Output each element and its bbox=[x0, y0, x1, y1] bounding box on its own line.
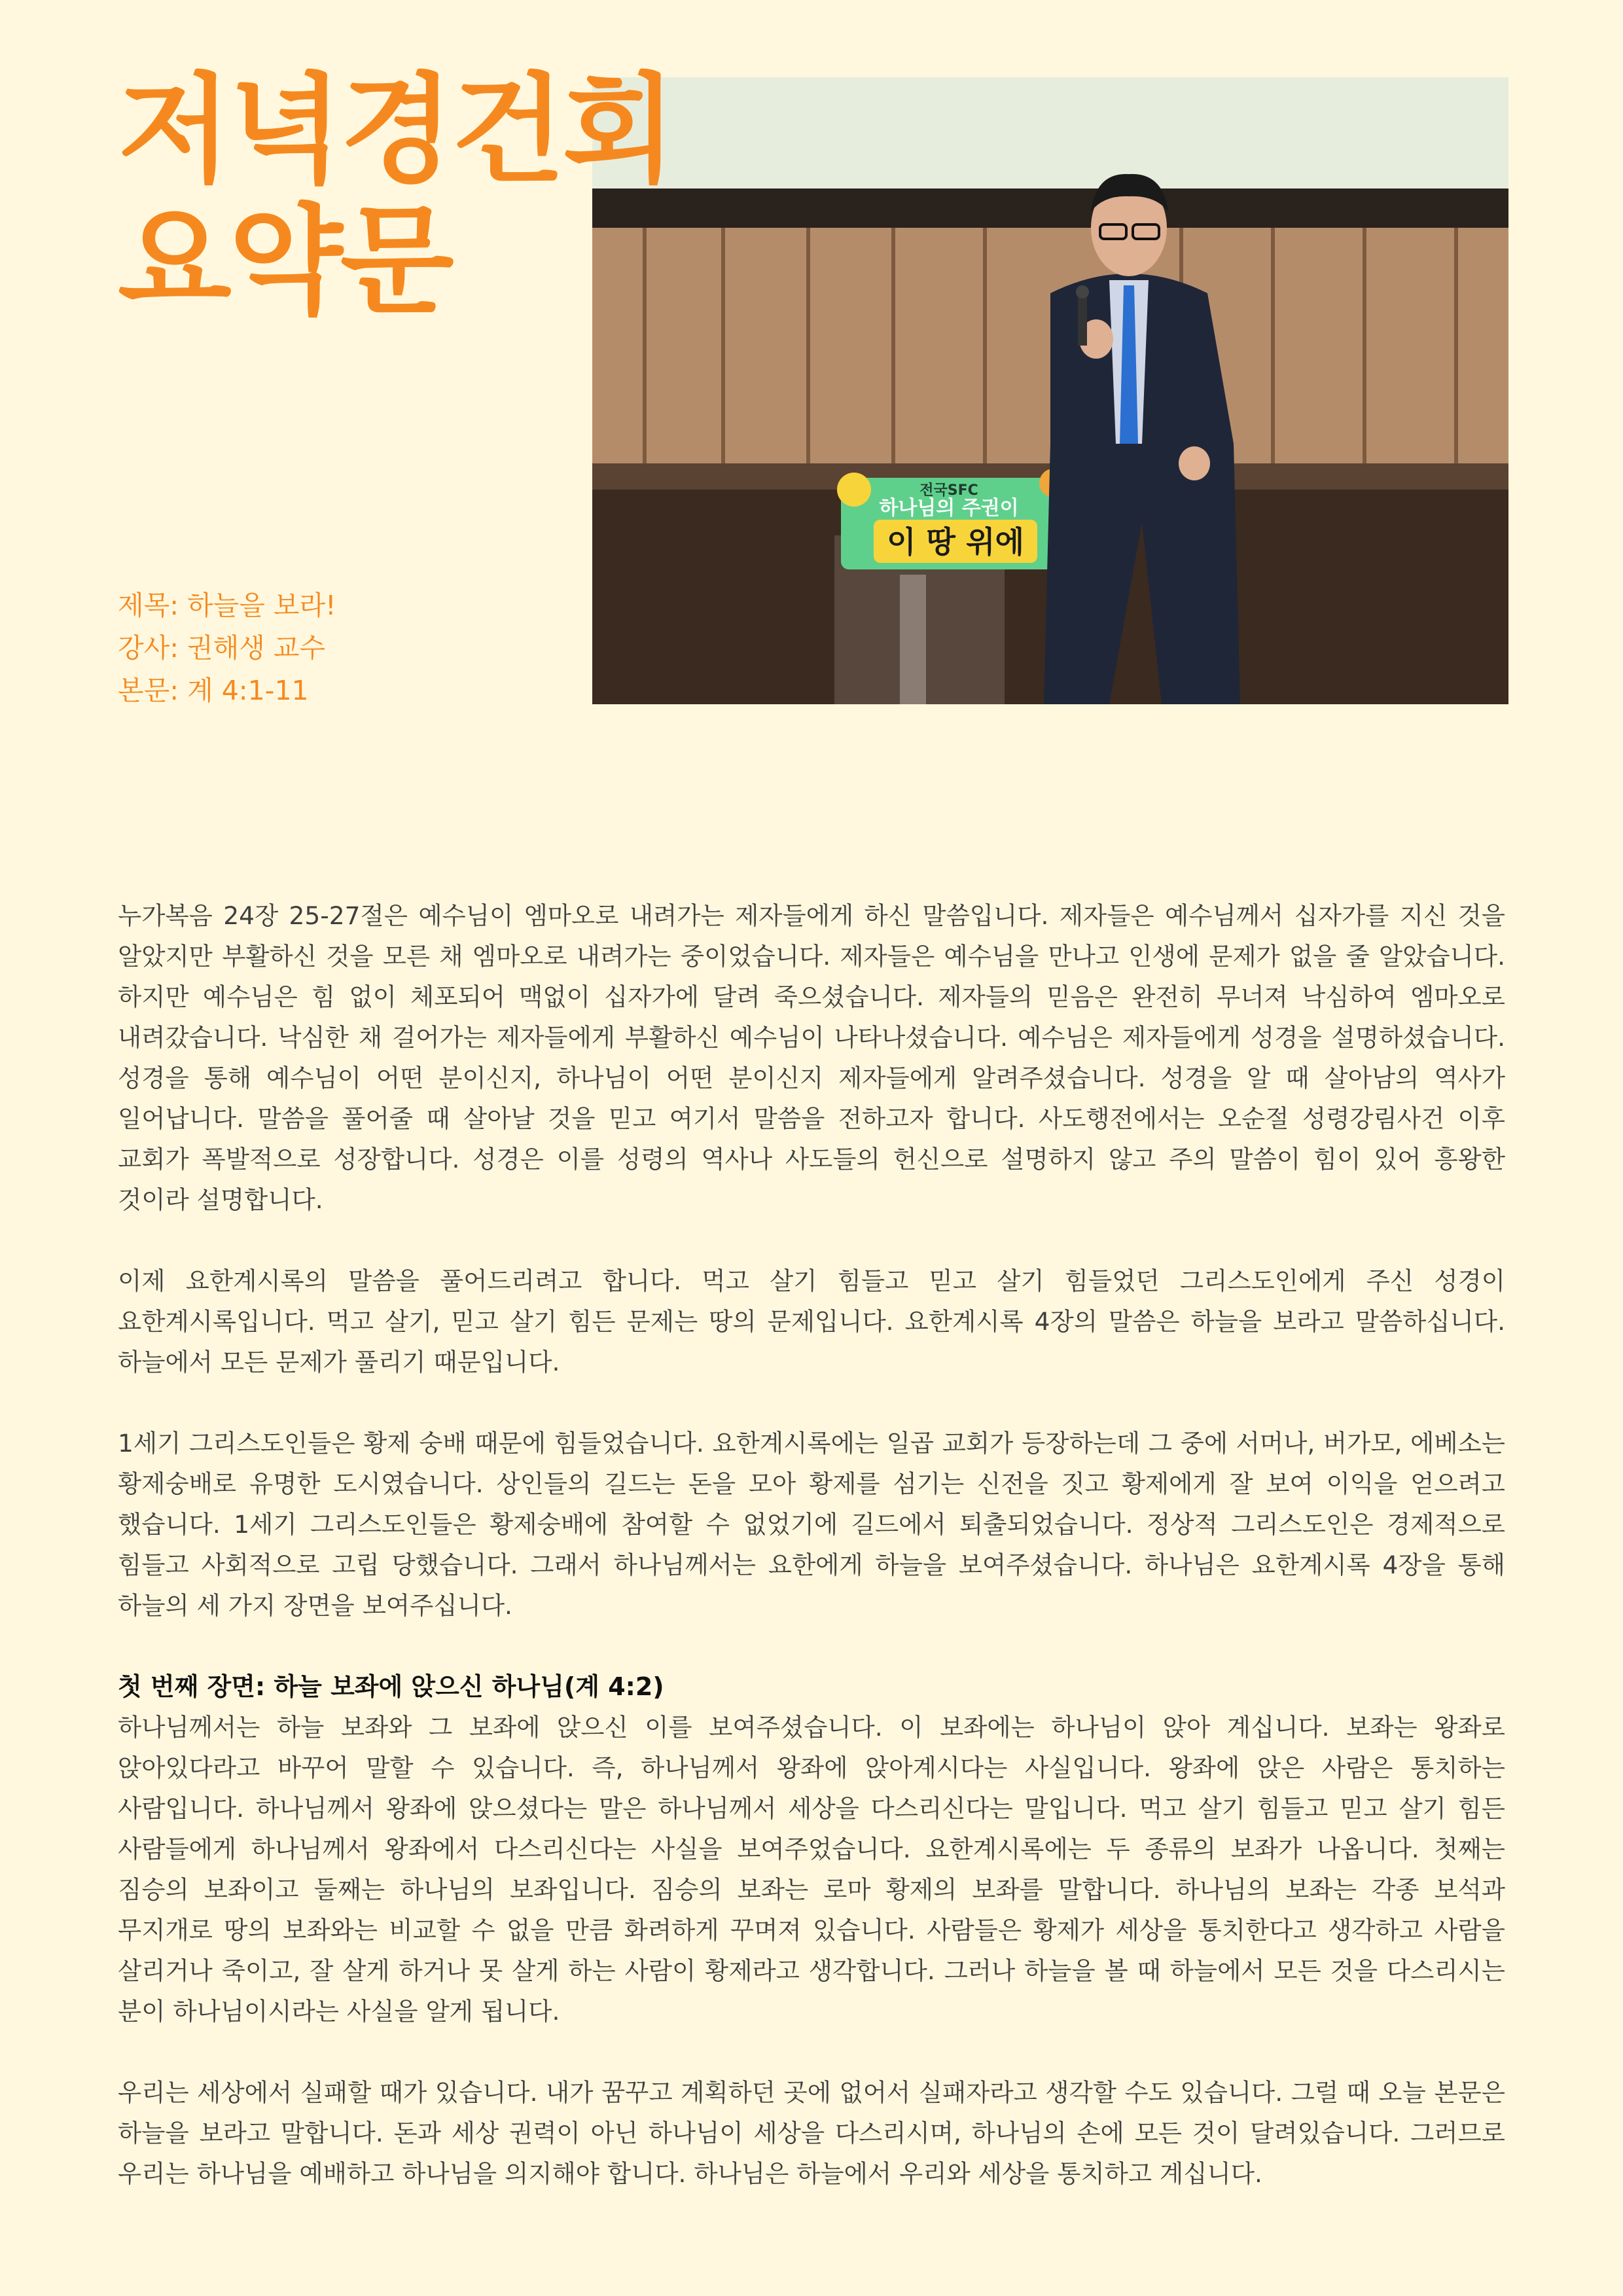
sermon-title: 제목: 하늘을 보라! bbox=[118, 590, 336, 621]
paragraph-5: 우리는 세상에서 실패할 때가 있습니다. 내가 꿈꾸고 계획하던 곳에 없어서 실패자라고 생각할 수도 있습니다. 그럴 때 오늘 본문은 하늘을 보라고 말합니다. 돈과 세상 권력이 아닌 하나님이 세상을 다스리시며, 하나님의 손에 모든 것이 달려있습니다. 그러므로 우리는 하나님을 예배하고 하나님을 의지해야 합니다. 하나님은 하늘에서 우리와 세상을 통치하고 계십니다. bbox=[118, 2078, 1505, 2188]
sermon-speaker: 강사: 권해생 교수 bbox=[118, 632, 326, 664]
paragraph-3: 1세기 그리스도인들은 황제 숭배 때문에 힘들었습니다. 요한계시록에는 일곱 교회가 등장하는데 그 중에 서머나, 버가모, 에베소는 황제숭배로 유명한 도시였습니다. 상인들의 길드는 돈을 모아 황제를 섬기는 신전을 짓고 황제에게 잘 보여 이익을 얻으려고 했습니다. 1세기 그리스도인들은 황제숭배에 참여할 수 없었기에 길드에서 퇴출되었습니다. 정상적 그리스도인은 경제적으로 힘들고 사회적으로 고립 당했습니다. 그래서 하나님께서는 요한에게 하늘을 보여주셨습니다. 하나님은 요한계시록 4장을 통해 하늘의 세 가지 장면을 보여주십니다. bbox=[118, 1429, 1505, 1620]
summary-body bbox=[118, 895, 1505, 2234]
paragraph-2: 이제 요한계시록의 말씀을 풀어드리려고 합니다. 먹고 살기 힘들고 믿고 살기 힘들었던 그리스도인에게 주신 성경이 요한계시록입니다. 먹고 살기, 믿고 살기 힘든 문제는 땅의 문제입니다. 요한계시록 4장의 말씀은 하늘을 보라고 말씀하십니다. 하늘에서 모든 문제가 풀리기 때문입니다. bbox=[118, 1266, 1505, 1376]
title-line-1: 저녁경건회 bbox=[118, 62, 674, 199]
page-title bbox=[118, 62, 674, 330]
speaker-photo bbox=[592, 77, 1508, 704]
section-heading-1: 첫 번째 장면: 하늘 보좌에 앉으신 하나님(계 4:2) bbox=[118, 1672, 664, 1701]
paragraph-4: 하나님께서는 하늘 보좌와 그 보좌에 앉으신 이를 보여주셨습니다. 이 보좌에는 하나님이 앉아 계십니다. 보좌는 왕좌로 앉아있다라고 바꾸어 말할 수 있습니다. 즉, 하나님께서 왕좌에 앉아계시다는 사실입니다. 왕좌에 앉은 사람은 통치하는 사람입니다. 하나님께서 왕좌에 앉으셨다는 말은 하나님께서 세상을 다스리신다는 말입니다. 먹고 살기 힘들고 믿고 살기 힘든 사람들에게 하나님께서 왕좌에서 다스리신다는 사실을 보여주었습니다. 요한계시록에는 두 종류의 보좌가 나옵니다. 첫째는 짐승의 보좌이고 둘째는 하나님의 보좌입니다. 짐승의 보좌는 로마 황제의 보좌를 말합니다. 하나님의 보좌는 각종 보석과 무지개로 땅의 보좌와는 비교할 수 없을 만큼 화려하게 꾸며져 있습니다. 사람들은 황제가 세상을 통치한다고 생각하고 사람을 살리거나 죽이고, 잘 살게 하거나 못 살게 하는 사람이 황제라고 생각합니다. 그러나 하늘을 볼 때 하늘에서 모든 것을 다스리시는 분이 하나님이시라는 사실을 알게 됩니다. bbox=[118, 1713, 1505, 2026]
sign-line-2: 이 땅 위에 bbox=[887, 524, 1024, 560]
sermon-info bbox=[118, 584, 336, 712]
sign-top-text: 전국SFC bbox=[919, 482, 978, 499]
title-line-2: 요약문 bbox=[118, 193, 452, 330]
paragraph-1: 누가복음 24장 25-27절은 예수님이 엠마오로 내려가는 제자들에게 하신 말씀입니다. 제자들은 예수님께서 십자가를 지신 것을 알았지만 부활하신 것을 모른 채 엠마오로 내려가는 중이었습니다. 제자들은 예수님을 만나고 인생에 문제가 없을 줄 알았습니다. 하지만 예수님은 힘 없이 체포되어 맥없이 십자가에 달려 죽으셨습니다. 제자들의 믿음은 완전히 무너져 낙심하여 엠마오로 내려갔습니다. 낙심한 채 걸어가는 제자들에게 부활하신 예수님이 나타나셨습니다. 예수님은 제자들에게 성경을 설명하셨습니다. 성경을 통해 예수님이 어떤 분이신지, 하나님이 어떤 분이신지 제자들에게 알려주셨습니다. 성경을 알 때 살아남의 역사가 일어납니다. 말씀을 풀어줄 때 살아날 것을 믿고 여기서 말씀을 전하고자 합니다. 사도행전에서는 오순절 성령강림사건 이후 교회가 폭발적으로 성장합니다. 성경은 이를 성령의 역사나 사도들의 헌신으로 설명하지 않고 주의 말씀이 힘이 있어 흥왕한 것이라 설명합니다. bbox=[118, 901, 1505, 1214]
sign-line-1: 하나님의 주권이 bbox=[879, 497, 1019, 520]
sermon-scripture: 본문: 계 4:1-11 bbox=[118, 675, 309, 706]
